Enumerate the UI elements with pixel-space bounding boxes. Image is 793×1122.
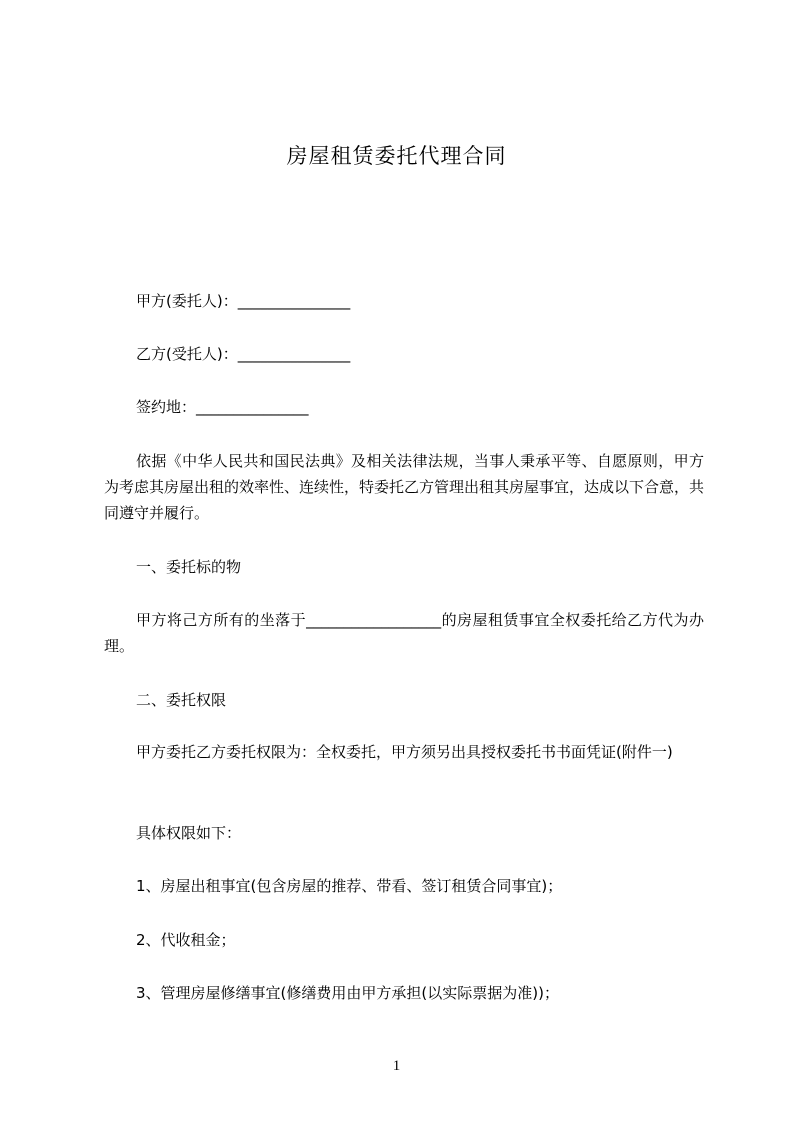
document-title: 房屋租赁委托代理合同 [286,144,507,168]
section-1-paragraph: 甲方将己方所有的坐落于__________________的房屋租赁事宜全权委托给乙方代为办理。 [104,611,704,655]
section-1-heading: 一、委托标的物 [136,558,242,576]
party-b-line: 乙方(受托人)：_______________ [136,345,351,363]
party-a-line: 甲方(委托人)：_______________ [136,292,351,310]
intro-paragraph: 依据《中华人民共和国民法典》及相关法律法规，当事人秉承平等、自愿原则，甲方为考虑其房屋出租的效率性、连续性，特委托乙方管理出租其房屋事宜，达成以下合意，共同遵守并履行。 [104,452,705,522]
page-number: 1 [392,1058,401,1074]
specific-permissions-heading: 具体权限如下： [136,824,242,842]
permission-item-2: 2、代收租金； [136,931,236,949]
section-2-heading: 二、委托权限 [136,691,227,709]
permission-item-3: 3、管理房屋修缮事宜(修缮费用由甲方承担(以实际票据为准))； [136,984,559,1002]
permission-item-1: 1、房屋出租事宜(包含房屋的推荐、带看、签订租赁合同事宜)； [136,877,563,895]
signing-place-line: 签约地：_______________ [136,398,309,416]
section-2-paragraph: 甲方委托乙方委托权限为：全权委托，甲方须另出具授权委托书书面凭证(附件一) [136,743,673,761]
